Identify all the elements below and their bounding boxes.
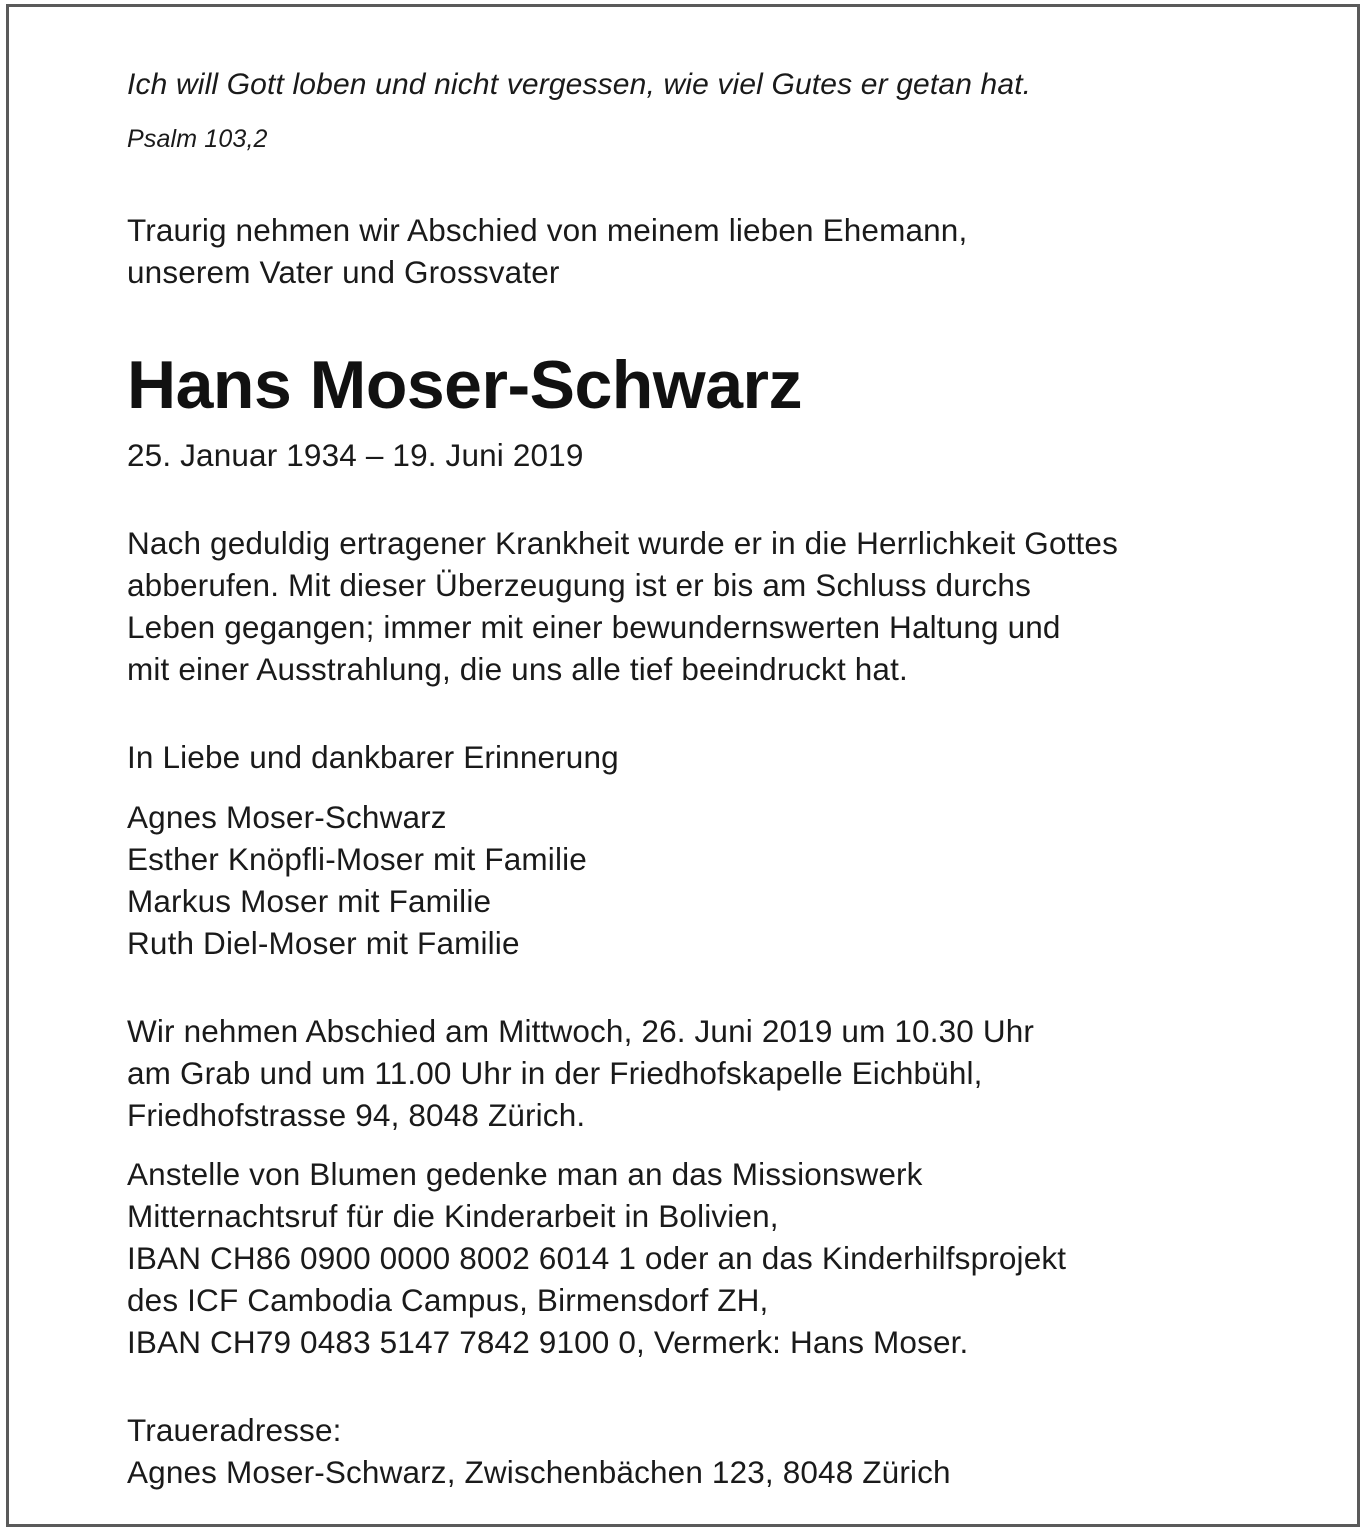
donation-line: IBAN CH79 0483 5147 7842 9100 0, Vermerk: Hans Moser. bbox=[127, 1324, 969, 1360]
family-member: Esther Knöpfli-Moser mit Familie bbox=[127, 841, 587, 877]
tribute-paragraph bbox=[127, 522, 1118, 690]
remembrance-line: In Liebe und dankbarer Erinnerung bbox=[127, 739, 619, 775]
family-member: Ruth Diel-Moser mit Familie bbox=[127, 925, 520, 961]
paragraph-line: Nach geduldig ertragener Krankheit wurde er in die Herrlichkeit Gottes bbox=[127, 525, 1118, 561]
paragraph-line: abberufen. Mit dieser Überzeugung ist er bis am Schluss durchs bbox=[127, 567, 1031, 603]
service-line: Friedhofstrasse 94, 8048 Zürich. bbox=[127, 1097, 586, 1133]
intro-line: Traurig nehmen wir Abschied von meinem lieben Ehemann, bbox=[127, 212, 968, 248]
family-member: Agnes Moser-Schwarz bbox=[127, 799, 447, 835]
deceased-name: Hans Moser-Schwarz bbox=[127, 347, 802, 423]
address-text: Agnes Moser-Schwarz, Zwischenbächen 123, 8048 Zürich bbox=[127, 1454, 951, 1490]
address-label: Traueradresse: bbox=[127, 1412, 342, 1448]
family-list bbox=[127, 796, 587, 964]
donation-line: Mitternachtsruf für die Kinderarbeit in Bolivien, bbox=[127, 1198, 779, 1234]
family-member: Markus Moser mit Familie bbox=[127, 883, 492, 919]
bible-quote: Ich will Gott loben und nicht vergessen, wie viel Gutes er getan hat. bbox=[127, 68, 1032, 101]
paragraph-line: Leben gegangen; immer mit einer bewundernswerten Haltung und bbox=[127, 609, 1061, 645]
mourning-address bbox=[127, 1409, 951, 1493]
donation-notice bbox=[127, 1153, 1066, 1363]
donation-line: des ICF Cambodia Campus, Birmensdorf ZH, bbox=[127, 1282, 769, 1318]
life-dates: 25. Januar 1934 – 19. Juni 2019 bbox=[127, 437, 584, 473]
quote-source: Psalm 103,2 bbox=[127, 125, 268, 153]
service-details bbox=[127, 1010, 1034, 1136]
service-line: am Grab und um 11.00 Uhr in der Friedhofskapelle Eichbühl, bbox=[127, 1055, 983, 1091]
intro-text bbox=[127, 209, 967, 293]
donation-line: IBAN CH86 0900 0000 8002 6014 1 oder an das Kinderhilfsprojekt bbox=[127, 1240, 1067, 1276]
intro-line: unserem Vater und Grossvater bbox=[127, 254, 560, 290]
paragraph-line: mit einer Ausstrahlung, die uns alle tief beeindruckt hat. bbox=[127, 651, 908, 687]
service-line: Wir nehmen Abschied am Mittwoch, 26. Juni 2019 um 10.30 Uhr bbox=[127, 1013, 1035, 1049]
obituary-frame bbox=[6, 4, 1360, 1527]
donation-line: Anstelle von Blumen gedenke man an das Missionswerk bbox=[127, 1156, 923, 1192]
